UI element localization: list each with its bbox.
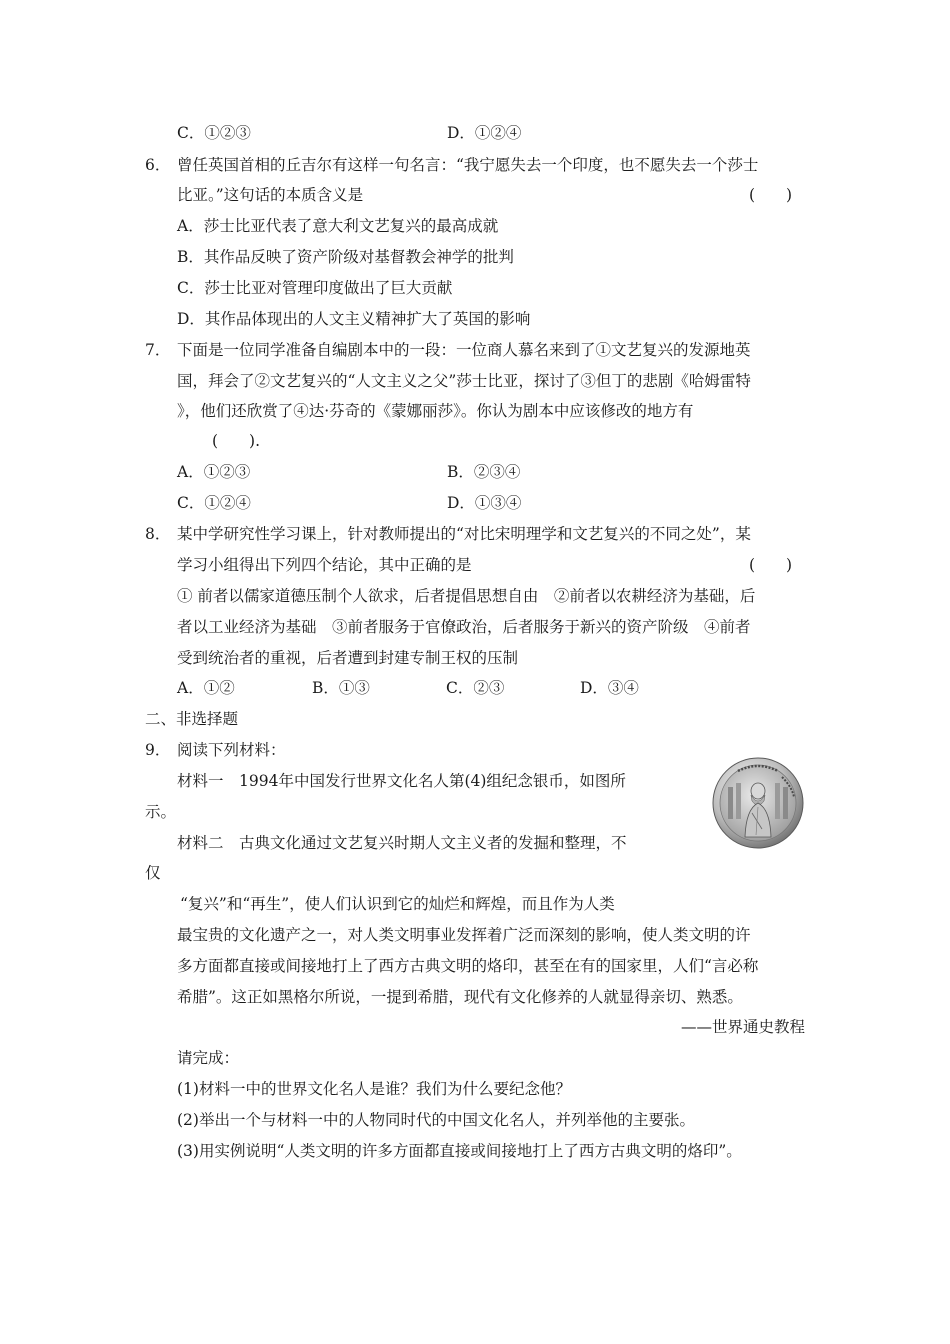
q7-answer-paren: ( ). — [212, 432, 261, 450]
q7-stem-line2: 国，拜会了②文艺复兴的“人文主义之父”莎士比亚，探讨了③但丁的悲剧《哈姆雷特 — [177, 372, 751, 390]
q8-answer-paren: ( ) — [749, 556, 793, 574]
q8-number: 8． — [145, 525, 171, 543]
q5-option-d: D．①②④ — [447, 124, 522, 142]
q6-stem-line2: 比亚。”这句话的本质含义是 — [177, 186, 364, 204]
q7-option-b: B．②③④ — [447, 463, 521, 481]
q9-material2-line6: 希腊”。这正如黑格尔所说，一提到希腊，现代有文化修养的人就显得亲切、熟悉。 — [177, 988, 743, 1006]
q8-option-b: B．①③ — [312, 679, 370, 697]
q9-subquestion-3: (3)用实例说明“人类文明的许多方面都直接或间接地打上了西方古典文明的烙印”。 — [177, 1142, 742, 1160]
q9-material2-line4: 最宝贵的文化遗产之一，对人类文明事业发挥着广泛而深刻的影响，使人类文明的许 — [177, 926, 751, 944]
q7-stem-line3: 》，他们还欣赏了④达·芬奇的《蒙娜丽莎》。你认为剧本中应该修改的地方有 — [177, 402, 694, 420]
q7-option-a: A．①②③ — [177, 463, 251, 481]
q9-material2-line2: 仅 — [145, 864, 161, 882]
q7-option-c: C．①②④ — [177, 494, 251, 512]
q6-option-c: C．莎士比亚对管理印度做出了巨大贡献 — [177, 279, 453, 297]
q8-statements-line1: ① 前者以儒家道德压制个人欲求，后者提倡思想自由 ②前者以农耕经济为基础，后 — [177, 587, 756, 605]
q9-material2-line5: 多方面都直接或间接地打上了西方古典文明的烙印，甚至在有的国家里，人们“言必称 — [177, 957, 759, 975]
q8-statements-line3: 受到统治者的重视，后者遭到封建专制王权的压制 — [177, 649, 519, 667]
q9-subquestion-1: (1)材料一中的世界文化名人是谁？我们为什么要纪念他？ — [177, 1080, 571, 1098]
q9-task: 请完成： — [177, 1049, 240, 1067]
q9-subquestion-2: (2)举出一个与材料一中的人物同时代的中国文化名人，并列举他的主要张。 — [177, 1111, 695, 1129]
q9-material1-line1: 材料一 1994年中国发行世界文化名人第(4)组纪念银币，如图所 — [177, 772, 626, 790]
q6-option-d: D．其作品体现出的人文主义精神扩大了英国的影响 — [177, 310, 531, 328]
q7-option-d: D．①③④ — [447, 494, 522, 512]
q9-material1-line2: 示。 — [145, 803, 177, 821]
q9-intro: 阅读下列材料： — [177, 741, 286, 759]
silver-coin-image — [712, 757, 804, 849]
q6-option-a: A．莎士比亚代表了意大利文艺复兴的最高成就 — [177, 217, 499, 235]
q5-option-c: C．①②③ — [177, 124, 251, 142]
q6-stem-line1: 曾任英国首相的丘吉尔有这样一句名言：“我宁愿失去一个印度，也不愿失去一个莎士 — [177, 156, 759, 174]
q6-number: 6． — [145, 156, 171, 174]
q7-stem-line1: 下面是一位同学准备自编剧本中的一段：一位商人慕名来到了①文艺复兴的发源地英 — [177, 341, 751, 359]
q6-answer-paren: ( ) — [749, 186, 793, 204]
q8-option-c: C．②③ — [446, 679, 505, 697]
q8-option-a: A．①② — [177, 679, 235, 697]
q8-stem-line1: 某中学研究性学习课上，针对教师提出的“对比宋明理学和文艺复兴的不同之处”，某 — [177, 525, 751, 543]
q8-stem-line2: 学习小组得出下列四个结论，其中正确的是 — [177, 556, 472, 574]
q6-option-b: B．其作品反映了资产阶级对基督教会神学的批判 — [177, 248, 514, 266]
q9-material2-line3: “复兴”和“再生”，使人们认识到它的灿烂和辉煌，而且作为人类 — [180, 895, 615, 913]
q9-material2-line1: 材料二 古典文化通过文艺复兴时期人文主义者的发掘和整理，不 — [177, 834, 627, 852]
section-heading: 二、非选择题 — [145, 710, 239, 728]
q8-option-d: D．③④ — [580, 679, 639, 697]
q9-number: 9． — [145, 741, 171, 759]
q7-number: 7． — [145, 341, 171, 359]
q8-statements-line2: 者以工业经济为基础 ③前者服务于官僚政治，后者服务于新兴的资产阶级 ④前者 — [177, 618, 751, 636]
q9-source: ——世界通史教程 — [680, 1018, 805, 1036]
